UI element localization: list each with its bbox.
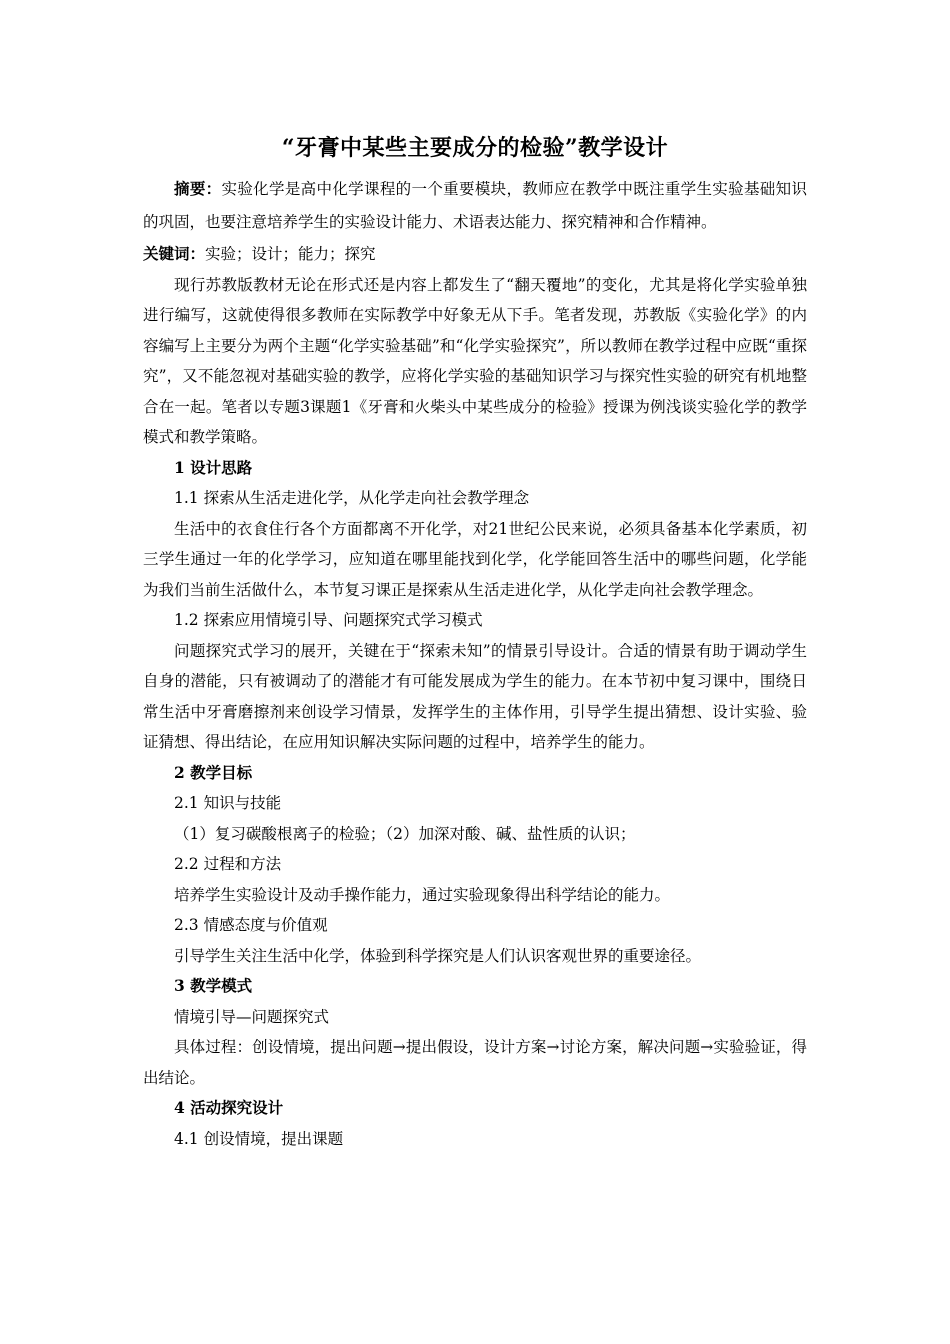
section-1-1-heading: 1.1 探索从生活走进化学，从化学走向社会教学理念: [174, 489, 530, 507]
section-4-heading: 4 活动探究设计: [174, 1098, 284, 1117]
section-3-line-1: 情境引导—问题探究式: [174, 1007, 330, 1026]
keywords-text: 实验；设计；能力；探究: [205, 245, 376, 263]
section-3-line-2: 具体过程：创设情境，提出问题→提出假设，设计方案→讨论方案，解决问题→实验验证，得出结论。: [143, 1038, 807, 1087]
section-3-heading: 3 教学模式: [174, 976, 253, 995]
section-1-2-text: 问题探究式学习的展开，关键在于“探索未知”的情景引导设计。合适的情景有助于调动学生自身的潜能，只有被调动了的潜能才有可能发展成为学生的能力。在本节初中复习课中，围绕日常生活中牙膏磨擦剂来创设学习情景，发挥学生的主体作用，引导学生提出猜想、设计实验、验证猜想、得出结论，在应用知识解决实际问题的过程中，培养学生的能力。: [143, 641, 807, 751]
abstract-label: 摘要：: [174, 179, 222, 198]
section-2-2-heading: 2.2 过程和方法: [174, 855, 282, 873]
keywords-label: 关键词：: [143, 244, 206, 263]
section-1-heading: 1 设计思路: [174, 457, 253, 477]
document-title: “牙膏中某些主要成分的检验”教学设计: [281, 135, 669, 161]
keywords: [143, 239, 807, 270]
section-2-heading: 2 教学目标: [174, 762, 253, 782]
abstract: [143, 172, 807, 239]
section-2-2-text: 培养学生实验设计及动手操作能力，通过实验现象得出科学结论的能力。: [174, 885, 671, 904]
section-2-3-heading: 2.3 情感态度与价值观: [174, 916, 328, 934]
section-1-1-text: 生活中的衣食住行各个方面都离不开化学，对21世纪公民来说，必须具备基本化学素质，初三学生通过一年的化学学习，应知道在哪里能找到化学，化学能回答生活中的哪些问题，化学能为我们当前生活做什么，本节复习课正是探索从生活走进化学，从化学走向社会教学理念。: [143, 519, 807, 599]
document-page: [143, 128, 807, 1154]
section-2-1-heading: 2.1 知识与技能: [174, 794, 282, 812]
section-4-1-heading: 4.1 创设情境，提出课题: [174, 1129, 344, 1148]
section-1-2-heading: 1.2 探索应用情境引导、问题探究式学习模式: [174, 611, 483, 629]
intro-paragraph: 现行苏教版教材无论在形式还是内容上都发生了“翻天覆地”的变化，尤其是将化学实验单独进行编写，这就使得很多教师在实际教学中好象无从下手。笔者发现，苏教版《实验化学》的内容编写上主要分为两个主题“化学实验基础”和“化学实验探究”，所以教师在教学过程中应既“重探究”，又不能忽视对基础实验的教学，应将化学实验的基础知识学习与探究性实验的研究有机地整合在一起。笔者以专题3课题1《牙膏和火柴头中某些成分的检验》授课为例浅谈实验化学的教学模式和教学策略。: [143, 275, 807, 446]
section-2-1-text: （1）复习碳酸根离子的检验；（2）加深对酸、碱、盐性质的认识；: [174, 824, 636, 843]
abstract-text: 实验化学是高中化学课程的一个重要模块，教师应在教学中既注重学生实验基础知识的巩固，也要注意培养学生的实验设计能力、术语表达能力、探究精神和合作精神。: [143, 180, 807, 231]
section-2-3-text: 引导学生关注生活中化学，体验到科学探究是人们认识客观世界的重要途径。: [174, 946, 702, 965]
